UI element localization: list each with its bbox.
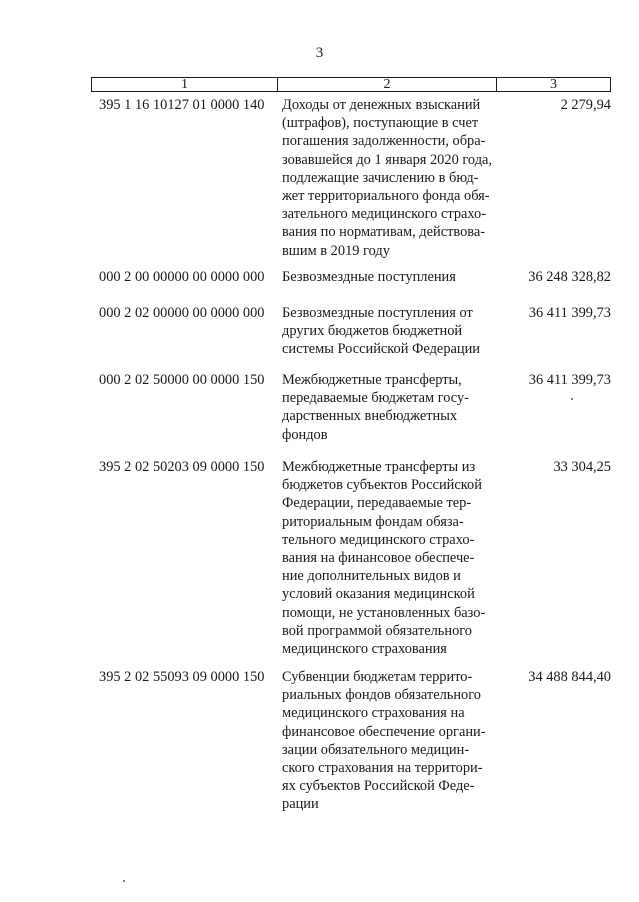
row-amount: 2 279,94 xyxy=(560,97,611,113)
row-code: 395 2 02 55093 09 0000 150 xyxy=(99,669,265,685)
row-amount: 33 304,25 xyxy=(553,459,611,475)
row-code: 395 2 02 50203 09 0000 150 xyxy=(99,459,265,475)
row-description: Межбюджетные трансферты, передаваемые бюджетам госу- дарственных внебюджетных фондов xyxy=(282,372,469,443)
row-amount: 36 411 399,73 xyxy=(528,372,611,388)
scan-speck xyxy=(571,398,573,400)
row-amount: 34 488 844,40 xyxy=(528,669,611,685)
row-description: Безвозмездные поступления от других бюджетов бюджетной системы Российской Федерации xyxy=(282,305,481,358)
column-header-description: 2 xyxy=(278,78,497,91)
row-amount: 36 248 328,82 xyxy=(528,269,611,285)
row-code: 395 1 16 10127 01 0000 140 xyxy=(99,97,265,113)
row-code: 000 2 02 00000 00 0000 000 xyxy=(99,305,265,321)
row-description: Безвозмездные поступления xyxy=(282,269,456,285)
scan-speck xyxy=(123,880,125,882)
row-code: 000 2 00 00000 00 0000 000 xyxy=(99,269,265,285)
row-amount: 36 411 399,73 xyxy=(528,305,611,321)
row-description: Субвенции бюджетам террито- риальных фондов обязательного медицинского страхования на финансовое обеспечение органи- зации обязательного медицин- ского страхования на территори- ях субъектов Российской Феде- рации xyxy=(282,669,486,813)
column-header-code: 1 xyxy=(92,78,278,91)
row-code: 000 2 02 50000 00 0000 150 xyxy=(99,372,265,388)
page-number: 3 xyxy=(315,45,324,61)
table-header xyxy=(91,77,611,92)
column-header-amount: 3 xyxy=(550,77,557,92)
row-description: Доходы от денежных взысканий (штрафов), поступающие в счет погашения задолженности, обра- зовавшейся до 1 января 2020 года, подлежащие зачислению в бюд- жет территориального фонда обя- зательного медицинского страхо- вания по нормативам, действова- вшим в 2019 году xyxy=(282,97,492,259)
row-description: Межбюджетные трансферты из бюджетов субъектов Российской Федерации, передаваемые тер- риториальным фондам обяза- тельного медицинского страхо- вания на финансовое обеспече- ние дополнительных видов и условий оказания медицинской помощи, не установленных базо- вой программой обязательного медицинского страхования xyxy=(282,459,486,658)
